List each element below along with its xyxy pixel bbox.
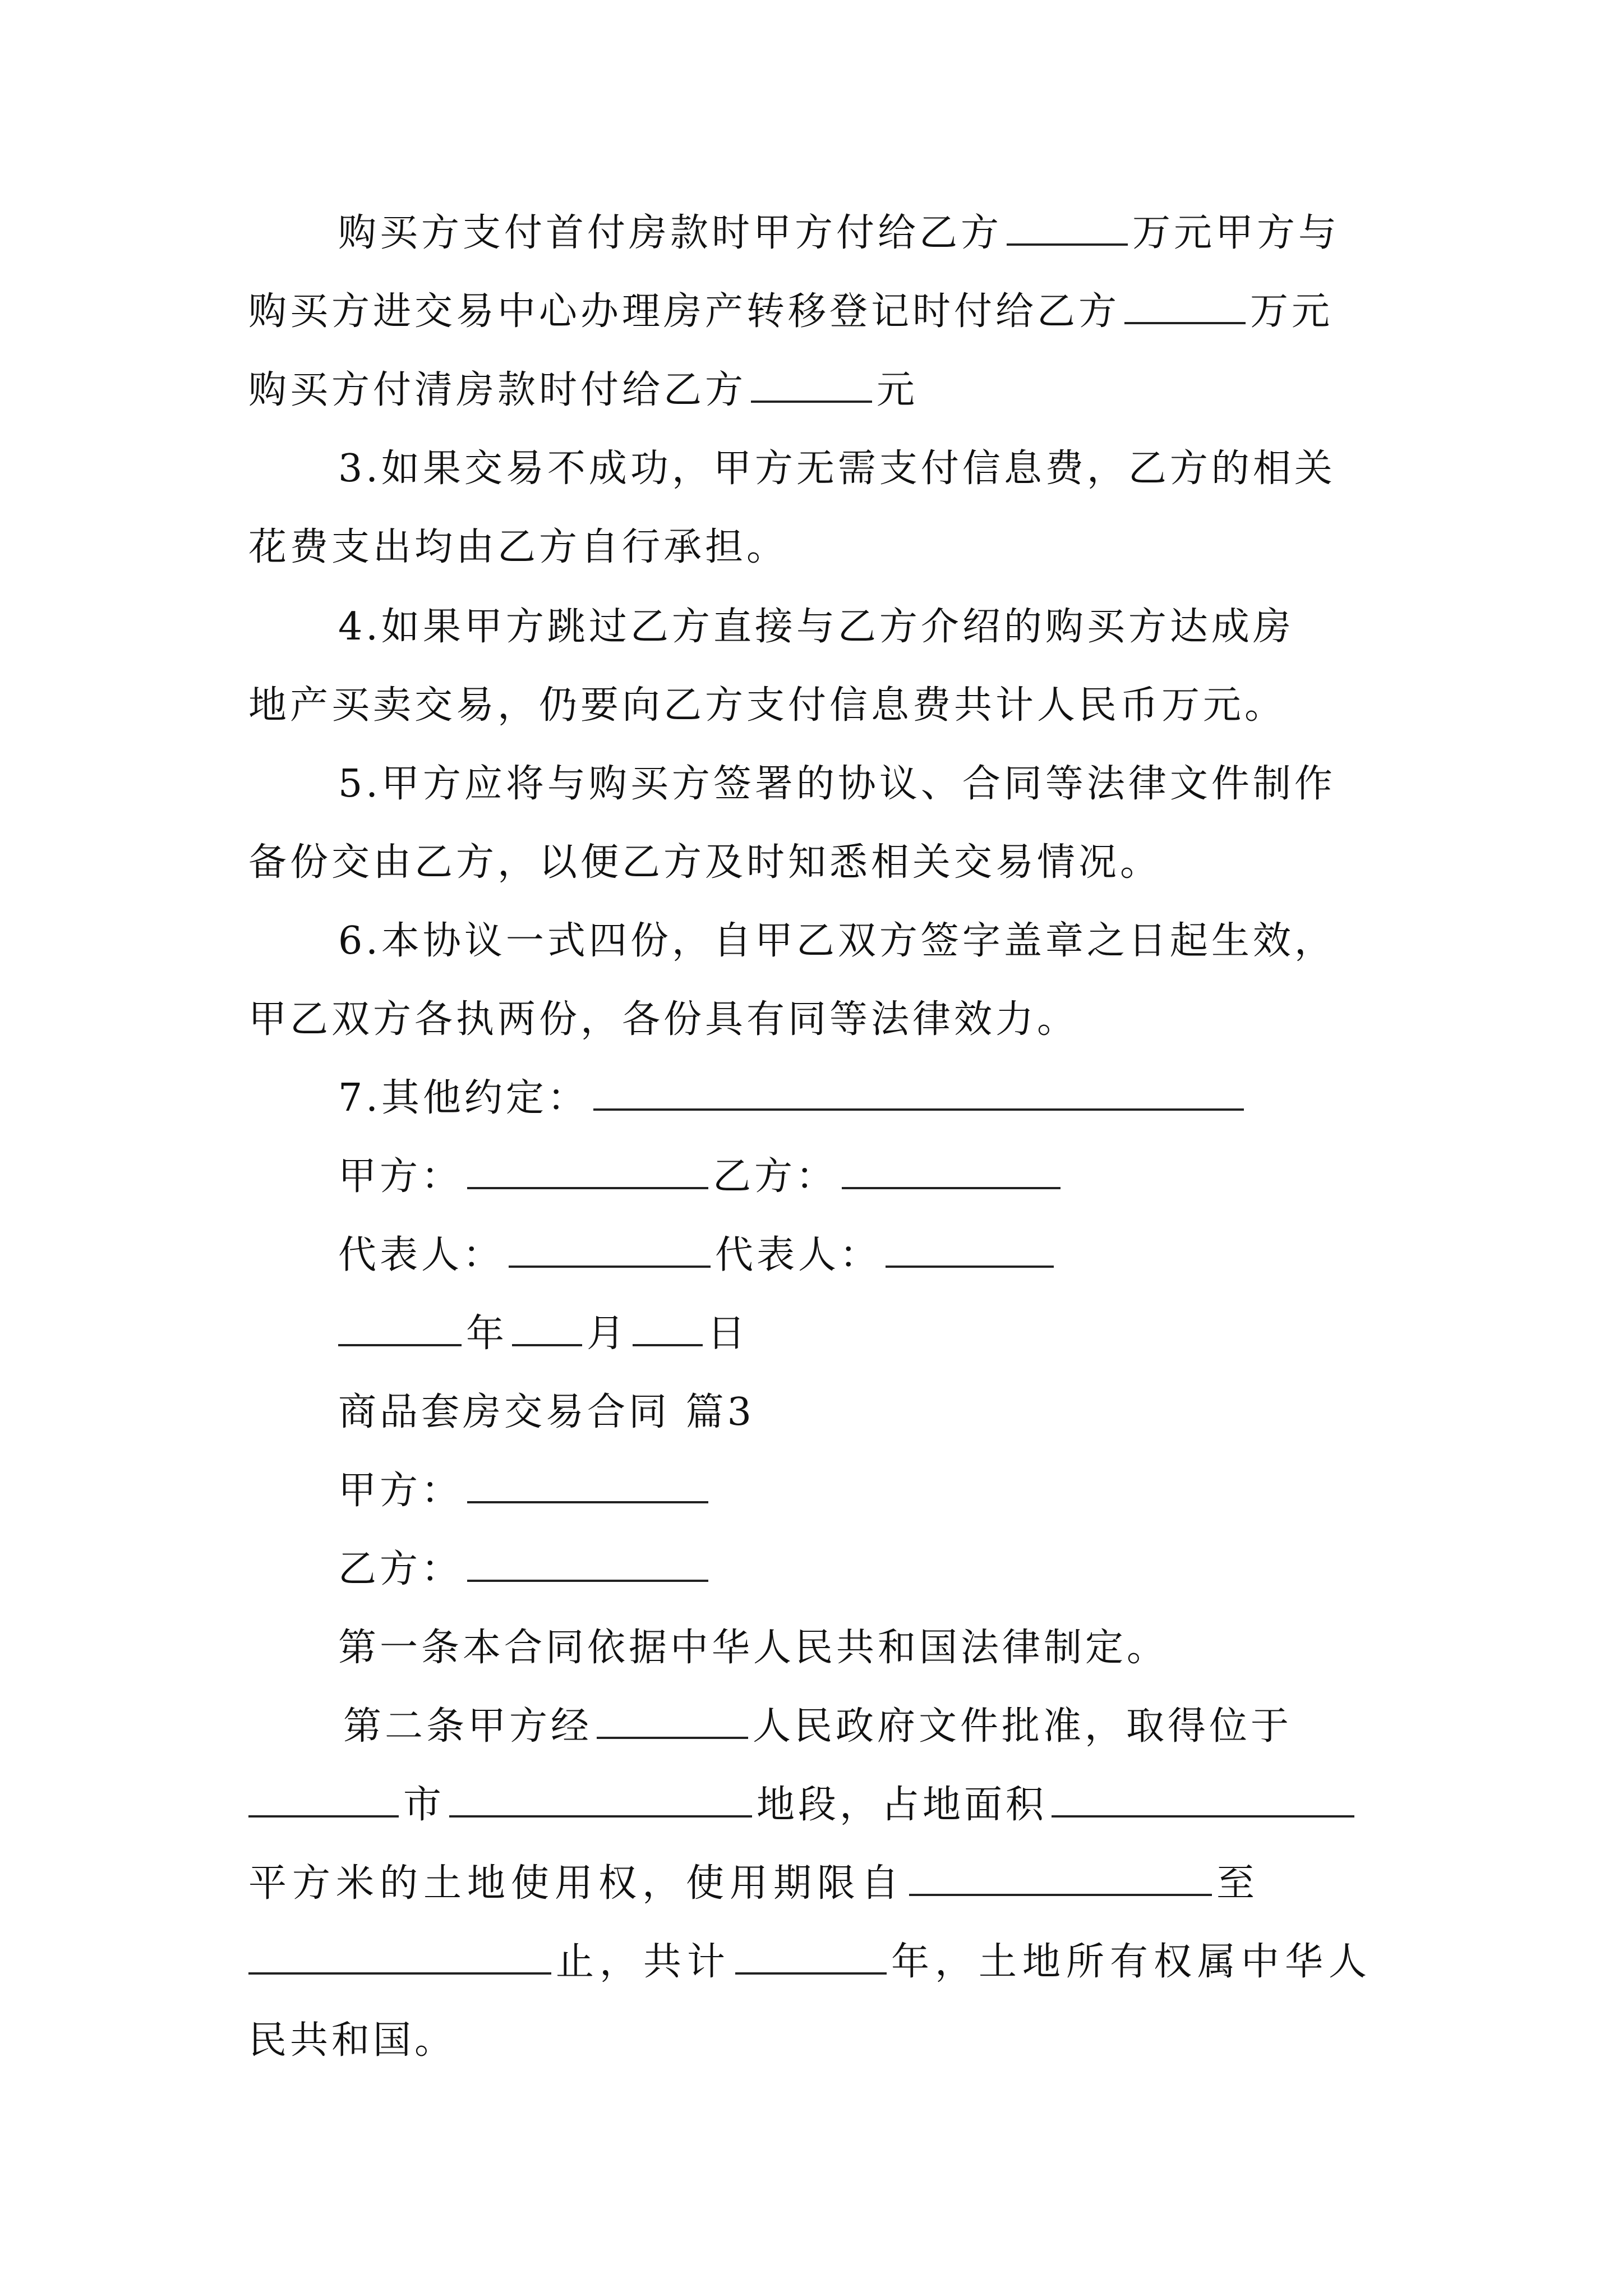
payment-line-1: 购买方支付首付房款时甲方付给乙方 万元甲方与 xyxy=(338,211,1340,255)
other-terms-field[interactable] xyxy=(593,1076,1244,1111)
blank-field[interactable] xyxy=(751,368,872,403)
article-2-line-2: 市 地段，占地面积 xyxy=(248,1778,1359,1832)
clause-7: 7.其他约定： xyxy=(338,1071,1248,1125)
clause-4-line-1: 4.如果甲方跳过乙方直接与乙方介绍的购买方达成房 xyxy=(338,605,1294,649)
party-a-field[interactable] xyxy=(467,1154,708,1189)
article-2-line-3: 平方米的土地使用权，使用期限自 至 xyxy=(248,1861,1261,1906)
article-2-line-4: 止，共计 年，土地所有权属中华人 xyxy=(248,1935,1372,1989)
clause-4-line-2: 地产买卖交易，仍要向乙方支付信息费共计人民币万元。 xyxy=(248,683,1287,728)
term-end-field[interactable] xyxy=(248,1940,551,1975)
signature-date: 年 月 日 xyxy=(338,1307,749,1361)
area-field[interactable] xyxy=(1052,1783,1354,1818)
years-field[interactable] xyxy=(735,1940,887,1975)
approval-authority-field[interactable] xyxy=(597,1704,748,1739)
year-field[interactable] xyxy=(338,1312,462,1346)
blank-field[interactable] xyxy=(1007,211,1128,246)
article-2-line-1: 第二条甲方经 人民政府文件批准，取得位于 xyxy=(343,1704,1293,1749)
blank-field[interactable] xyxy=(1124,289,1246,324)
rep-b-field[interactable] xyxy=(886,1233,1054,1268)
lot-field[interactable] xyxy=(449,1783,752,1818)
clause-3-line-1: 3.如果交易不成功，甲方无需支付信息费，乙方的相关 xyxy=(338,447,1336,491)
city-field[interactable] xyxy=(248,1783,399,1818)
contract-3-party-a: 甲方： xyxy=(338,1464,713,1518)
clause-5-line-2: 备份交由乙方，以便乙方及时知悉相关交易情况。 xyxy=(248,840,1162,885)
clause-5-line-1: 5.甲方应将与购买方签署的协议、合同等法律文件制作 xyxy=(338,762,1336,806)
signature-representatives: 代表人： 代表人： xyxy=(338,1228,1058,1282)
party-b-field[interactable] xyxy=(842,1154,1061,1189)
day-field[interactable] xyxy=(633,1312,703,1346)
rep-a-field[interactable] xyxy=(509,1233,711,1268)
payment-line-3: 购买方付清房款时付给乙方 元 xyxy=(248,368,919,412)
article-1: 第一条本合同依据中华人民共和国法律制定。 xyxy=(338,1626,1169,1670)
clause-3-line-2: 花费支出均由乙方自行承担。 xyxy=(248,525,789,569)
contract-3-heading: 商品套房交易合同 篇3 xyxy=(338,1390,755,1434)
contract-3-party-a-field[interactable] xyxy=(467,1469,708,1503)
clause-6-line-2: 甲乙双方各执两份，各份具有同等法律效力。 xyxy=(248,997,1079,1042)
contract-3-party-b: 乙方： xyxy=(338,1543,713,1596)
signature-parties: 甲方： 乙方： xyxy=(338,1150,1065,1204)
article-2-line-5: 民共和国。 xyxy=(248,2018,457,2063)
term-start-field[interactable] xyxy=(909,1861,1212,1896)
clause-6-line-1: 6.本协议一式四份，自甲乙双方签字盖章之日起生效， xyxy=(338,919,1336,963)
payment-line-2: 购买方进交易中心办理房产转移登记时付给乙方 万元 xyxy=(248,289,1334,334)
contract-3-party-b-field[interactable] xyxy=(467,1547,708,1582)
month-field[interactable] xyxy=(512,1312,582,1346)
